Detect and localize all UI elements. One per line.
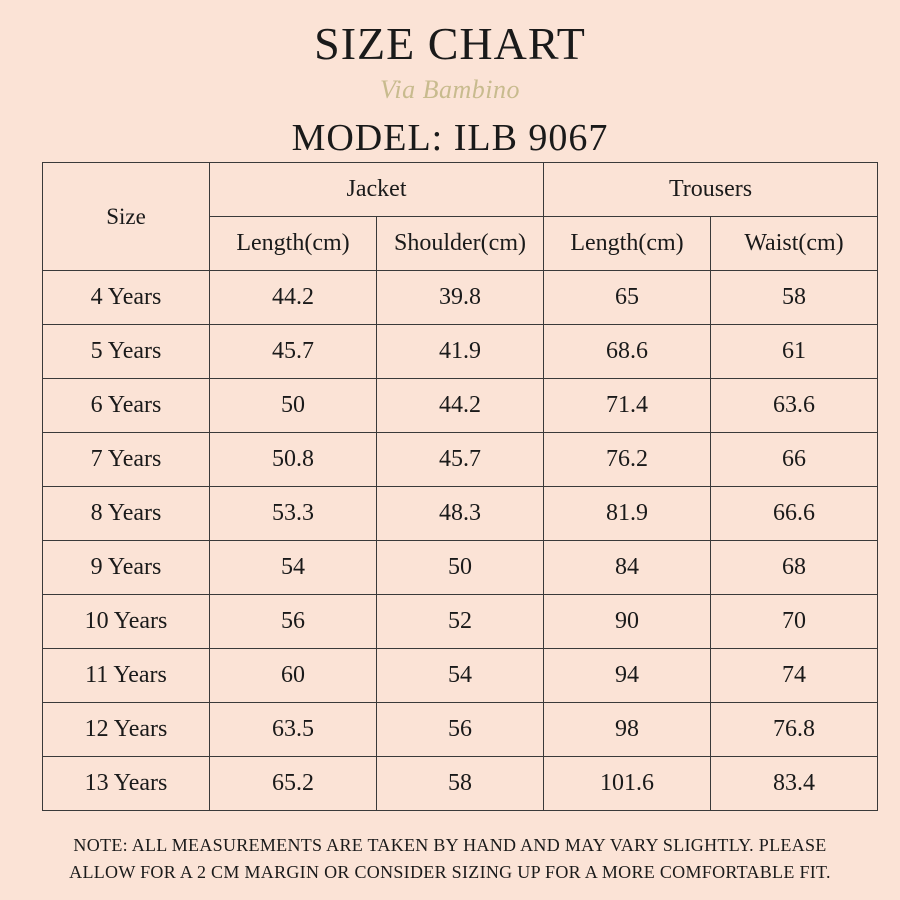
trousers-group-header: Trousers [544,163,878,217]
table-row [43,703,878,757]
table-row [43,271,878,325]
trousers-waist-cell: 61 [711,325,878,379]
note-line: NOTE: ALL MEASUREMENTS ARE TAKEN BY HAND AND MAY VARY SLIGHTLY. PLEASE [73,835,827,855]
measurement-note [0,832,900,886]
size-cell: 5 Years [43,325,210,379]
trousers-length-cell: 71.4 [544,379,711,433]
jacket-shoulder-cell: 41.9 [377,325,544,379]
trousers-waist-cell: 58 [711,271,878,325]
trousers-length-cell: 68.6 [544,325,711,379]
trousers-waist-cell: 68 [711,541,878,595]
jacket-group-header: Jacket [210,163,544,217]
size-cell: 8 Years [43,487,210,541]
trousers-waist-cell: 83.4 [711,757,878,811]
trousers-length-cell: 94 [544,649,711,703]
size-cell: 4 Years [43,271,210,325]
trousers-length-cell: 90 [544,595,711,649]
model-number: MODEL: ILB 9067 [291,117,609,159]
jacket-length-header: Length(cm) [210,217,377,271]
trousers-length-header: Length(cm) [544,217,711,271]
jacket-length-cell: 45.7 [210,325,377,379]
jacket-length-cell: 54 [210,541,377,595]
trousers-waist-header: Waist(cm) [711,217,878,271]
jacket-length-cell: 60 [210,649,377,703]
jacket-length-cell: 50 [210,379,377,433]
table-row [43,649,878,703]
size-cell: 6 Years [43,379,210,433]
trousers-waist-cell: 63.6 [711,379,878,433]
jacket-shoulder-cell: 44.2 [377,379,544,433]
jacket-length-cell: 44.2 [210,271,377,325]
trousers-waist-cell: 74 [711,649,878,703]
table-group-header-row [43,163,878,217]
jacket-shoulder-cell: 48.3 [377,487,544,541]
trousers-length-cell: 101.6 [544,757,711,811]
size-cell: 11 Years [43,649,210,703]
table-row [43,487,878,541]
jacket-shoulder-cell: 58 [377,757,544,811]
table-row [43,757,878,811]
jacket-shoulder-cell: 45.7 [377,433,544,487]
brand-logo: Via Bambino [379,75,521,104]
note-line: ALLOW FOR A 2 CM MARGIN OR CONSIDER SIZING UP FOR A MORE COMFORTABLE FIT. [69,862,831,882]
table-body [43,271,878,811]
size-cell: 10 Years [43,595,210,649]
trousers-length-cell: 84 [544,541,711,595]
jacket-shoulder-cell: 39.8 [377,271,544,325]
size-cell: 7 Years [43,433,210,487]
table-row [43,541,878,595]
table-row [43,433,878,487]
size-table [42,162,878,811]
jacket-shoulder-header: Shoulder(cm) [377,217,544,271]
jacket-shoulder-cell: 52 [377,595,544,649]
trousers-waist-cell: 70 [711,595,878,649]
jacket-length-cell: 65.2 [210,757,377,811]
trousers-waist-cell: 66.6 [711,487,878,541]
trousers-waist-cell: 76.8 [711,703,878,757]
jacket-length-cell: 56 [210,595,377,649]
jacket-shoulder-cell: 54 [377,649,544,703]
trousers-length-cell: 65 [544,271,711,325]
trousers-length-cell: 76.2 [544,433,711,487]
size-cell: 12 Years [43,703,210,757]
size-column-header: Size [43,163,210,271]
jacket-length-cell: 63.5 [210,703,377,757]
table-row [43,325,878,379]
table-row [43,595,878,649]
table-row [43,379,878,433]
jacket-shoulder-cell: 50 [377,541,544,595]
trousers-length-cell: 98 [544,703,711,757]
size-cell: 13 Years [43,757,210,811]
trousers-waist-cell: 66 [711,433,878,487]
trousers-length-cell: 81.9 [544,487,711,541]
size-cell: 9 Years [43,541,210,595]
jacket-shoulder-cell: 56 [377,703,544,757]
page-title: SIZE CHART [314,18,586,69]
jacket-length-cell: 53.3 [210,487,377,541]
jacket-length-cell: 50.8 [210,433,377,487]
